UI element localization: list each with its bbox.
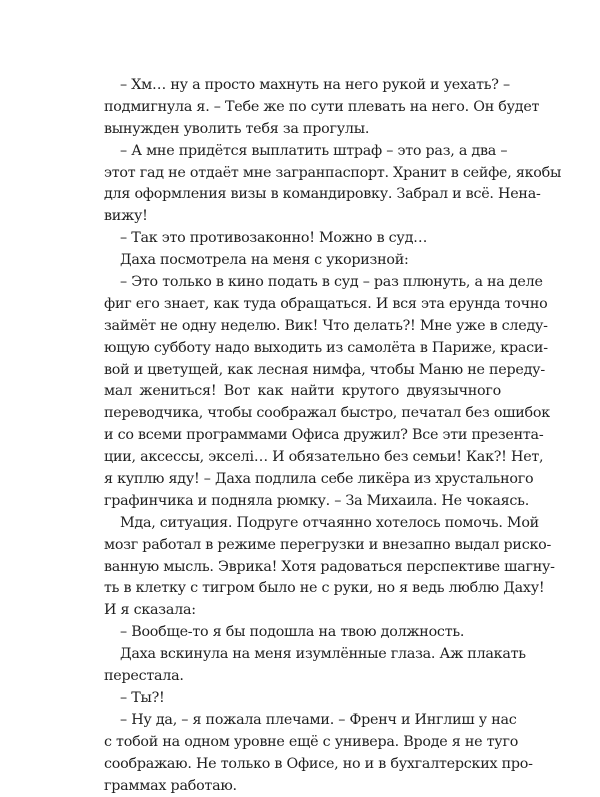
text-line: Даха вскинула на меня изумлённые глаза. Аж плакать <box>104 644 501 666</box>
text-line: ванную мысль. Эврика! Хотя радоваться перспективе шагну- <box>104 557 501 579</box>
text-line: соображаю. Не только в Офисе, но и в бухгалтерских про- <box>104 754 501 776</box>
text-line: займёт не одну неделю. Вик! Что делать?! Мне уже в следу- <box>104 316 501 338</box>
paragraph <box>104 141 501 229</box>
paragraph <box>104 75 501 141</box>
text-line: – Так это противозаконно! Можно в суд… <box>104 228 501 250</box>
text-line: – Хм… ну а просто махнуть на него рукой и уехать? – <box>104 75 501 97</box>
paragraph <box>104 688 501 710</box>
text-line: ции, аксессы, экселі… И обязательно без семьи! Как?! Нет, <box>104 447 501 469</box>
paragraph <box>104 644 501 688</box>
text-line: я куплю яду! – Даха подлила себе ликёра из хрустального <box>104 469 501 491</box>
text-line: мозг работал в режиме перегрузки и внезапно выдал риско- <box>104 535 501 557</box>
text-line: вой и цветущей, как лесная нимфа, чтобы Маню не переду- <box>104 360 501 382</box>
text-line: – Ты?! <box>104 688 501 710</box>
text-line: ющую субботу надо выходить из самолёта в Париже, краси- <box>104 338 501 360</box>
text-line: – Это только в кино подать в суд – раз плюнуть, а на деле <box>104 272 501 294</box>
text-line: и со всеми программами Офиса дружил? Все эти презента- <box>104 425 501 447</box>
text-line: вижу! <box>104 206 501 228</box>
page-text <box>104 75 501 797</box>
text-line: подмигнула я. – Тебе же по сути плевать на него. Он будет <box>104 97 501 119</box>
paragraph <box>104 228 501 250</box>
paragraph <box>104 272 501 513</box>
text-line: графинчика и подняла рюмку. – За Михаила. Не чокаясь. <box>104 491 501 513</box>
text-line: мал жениться! Вот как найти крутого двуязычного <box>104 381 501 403</box>
paragraph <box>104 513 501 622</box>
text-line: перестала. <box>104 666 501 688</box>
text-line: для оформления визы в командировку. Забрал и всё. Нена- <box>104 184 501 206</box>
text-line: вынужден уволить тебя за прогулы. <box>104 119 501 141</box>
text-line: – Вообще-то я бы подошла на твою должность. <box>104 622 501 644</box>
paragraph <box>104 250 501 272</box>
text-line: И я сказала: <box>104 600 501 622</box>
text-line: Мда, ситуация. Подруге отчаянно хотелось помочь. Мой <box>104 513 501 535</box>
text-line: граммах работаю. <box>104 776 501 797</box>
text-line: – А мне придётся выплатить штраф – это раз, а два – <box>104 141 501 163</box>
text-line: – Ну да, – я пожала плечами. – Френч и Инглиш у нас <box>104 710 501 732</box>
paragraph <box>104 710 501 797</box>
text-line: Даха посмотрела на меня с укоризной: <box>104 250 501 272</box>
paragraph <box>104 622 501 644</box>
text-line: этот гад не отдаёт мне загранпаспорт. Хранит в сейфе, якобы <box>104 163 501 185</box>
text-line: с тобой на одном уровне ещё с универа. Вроде я не туго <box>104 732 501 754</box>
text-line: переводчика, чтобы соображал быстро, печатал без ошибок <box>104 403 501 425</box>
text-line: ть в клетку с тигром было не с руки, но я ведь люблю Даху! <box>104 578 501 600</box>
text-line: фиг его знает, как туда обращаться. И вся эта ерунда точно <box>104 294 501 316</box>
